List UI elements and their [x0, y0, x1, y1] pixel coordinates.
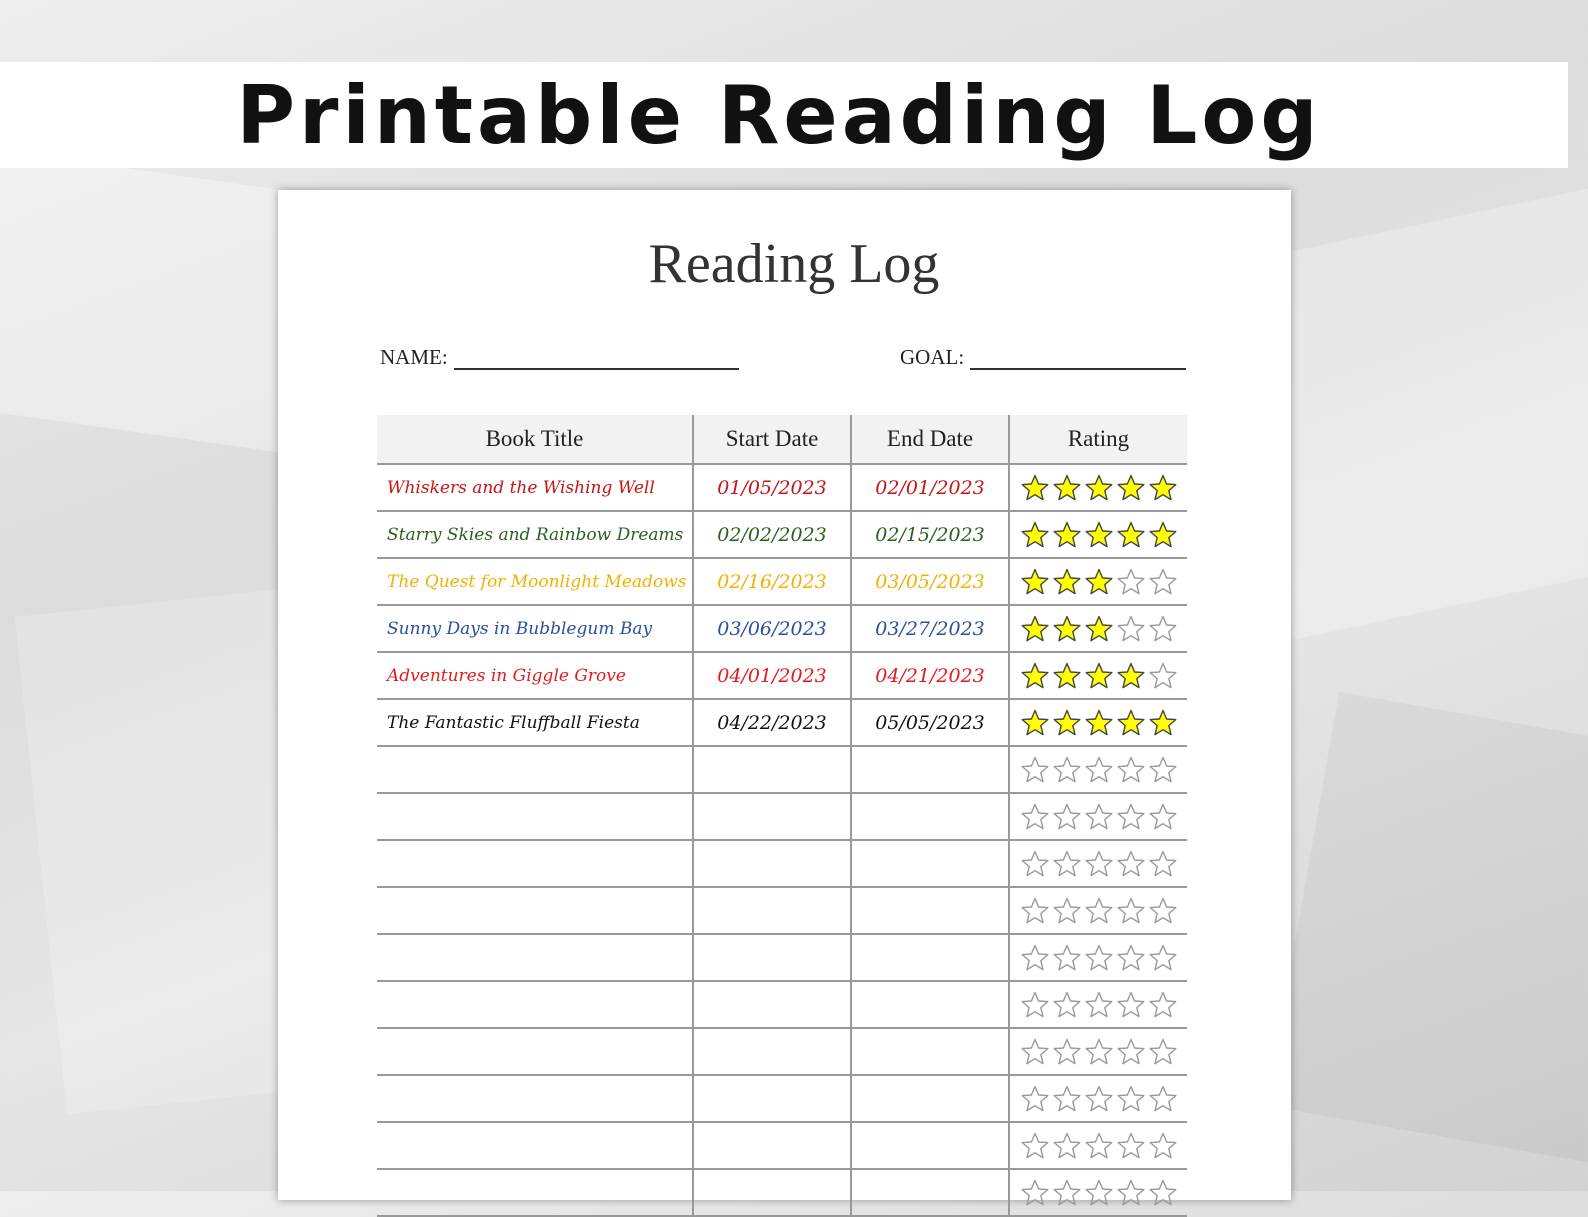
start-date-cell[interactable] [693, 793, 851, 840]
empty-star-icon[interactable] [1148, 802, 1178, 832]
empty-star-icon[interactable] [1052, 896, 1082, 926]
filled-star-icon[interactable] [1116, 520, 1146, 550]
start-date-cell[interactable] [693, 934, 851, 981]
rating-cell[interactable] [1009, 652, 1187, 699]
name-field[interactable] [380, 345, 739, 370]
empty-star-icon[interactable] [1148, 896, 1178, 926]
rating-cell[interactable] [1009, 1075, 1187, 1122]
filled-star-icon[interactable] [1052, 614, 1082, 644]
filled-star-icon[interactable] [1084, 520, 1114, 550]
rating-cell[interactable] [1009, 511, 1187, 558]
table-row [377, 1028, 1187, 1075]
end-date-cell[interactable] [851, 746, 1009, 793]
empty-star-icon[interactable] [1052, 1178, 1082, 1208]
empty-star-icon[interactable] [1084, 896, 1114, 926]
empty-star-icon[interactable] [1148, 849, 1178, 879]
goal-blank-line[interactable] [970, 346, 1186, 370]
table-row [377, 1169, 1187, 1216]
empty-star-icon[interactable] [1148, 943, 1178, 973]
empty-star-icon[interactable] [1020, 755, 1050, 785]
empty-star-icon[interactable] [1116, 1037, 1146, 1067]
empty-star-icon[interactable] [1084, 1131, 1114, 1161]
empty-star-icon[interactable] [1148, 1131, 1178, 1161]
empty-star-icon[interactable] [1148, 755, 1178, 785]
header-book-title: Book Title [377, 415, 693, 464]
empty-star-icon[interactable] [1116, 943, 1146, 973]
filled-star-icon[interactable] [1116, 661, 1146, 691]
empty-star-icon[interactable] [1020, 1037, 1050, 1067]
start-date-cell[interactable]: 02/02/2023 [693, 511, 851, 558]
book-title-cell[interactable] [377, 840, 693, 887]
goal-label: GOAL: [900, 345, 965, 369]
sheet-title: Reading Log [648, 233, 940, 295]
book-title-cell[interactable]: The Fantastic Fluffball Fiesta [377, 699, 693, 746]
book-title-cell[interactable] [377, 1075, 693, 1122]
end-date-cell[interactable] [851, 1075, 1009, 1122]
empty-star-icon[interactable] [1116, 755, 1146, 785]
empty-star-icon[interactable] [1052, 1131, 1082, 1161]
rating-cell[interactable] [1009, 699, 1187, 746]
rating-cell[interactable] [1009, 934, 1187, 981]
name-blank-line[interactable] [454, 346, 739, 370]
book-title-cell[interactable] [377, 793, 693, 840]
end-date-cell[interactable] [851, 840, 1009, 887]
end-date-cell[interactable] [851, 1169, 1009, 1216]
end-date-cell[interactable] [851, 887, 1009, 934]
start-date-cell[interactable]: 01/05/2023 [693, 464, 851, 511]
rating-cell[interactable] [1009, 1122, 1187, 1169]
empty-star-icon[interactable] [1052, 990, 1082, 1020]
filled-star-icon[interactable] [1052, 661, 1082, 691]
end-date-cell[interactable] [851, 934, 1009, 981]
filled-star-icon[interactable] [1020, 567, 1050, 597]
table-row [377, 746, 1187, 793]
empty-star-icon[interactable] [1116, 1178, 1146, 1208]
rating-cell[interactable] [1009, 746, 1187, 793]
start-date-cell[interactable] [693, 887, 851, 934]
end-date-cell[interactable]: 05/05/2023 [851, 699, 1009, 746]
rating-cell[interactable] [1009, 464, 1187, 511]
empty-star-icon[interactable] [1148, 661, 1178, 691]
table-body [377, 464, 1187, 1216]
end-date-cell[interactable]: 02/01/2023 [851, 464, 1009, 511]
table-row [377, 1122, 1187, 1169]
filled-star-icon[interactable] [1148, 708, 1178, 738]
book-title-cell[interactable]: Whiskers and the Wishing Well [377, 464, 693, 511]
empty-star-icon[interactable] [1020, 802, 1050, 832]
empty-star-icon[interactable] [1084, 1037, 1114, 1067]
empty-star-icon[interactable] [1020, 1084, 1050, 1114]
empty-star-icon[interactable] [1052, 802, 1082, 832]
table-row [377, 558, 1187, 605]
book-title-cell[interactable]: The Quest for Moonlight Meadows [377, 558, 693, 605]
empty-star-icon[interactable] [1116, 896, 1146, 926]
table-row [377, 793, 1187, 840]
table-row [377, 934, 1187, 981]
end-date-cell[interactable]: 04/21/2023 [851, 652, 1009, 699]
table-row [377, 699, 1187, 746]
table-row [377, 511, 1187, 558]
table-row [377, 652, 1187, 699]
empty-star-icon[interactable] [1020, 896, 1050, 926]
rating-cell[interactable] [1009, 558, 1187, 605]
start-date-cell[interactable]: 03/06/2023 [693, 605, 851, 652]
filled-star-icon[interactable] [1148, 520, 1178, 550]
rating-cell[interactable] [1009, 793, 1187, 840]
rating-cell[interactable] [1009, 840, 1187, 887]
name-label: NAME: [380, 345, 448, 369]
book-title-cell[interactable] [377, 934, 693, 981]
end-date-cell[interactable] [851, 981, 1009, 1028]
title-banner [0, 62, 1568, 168]
empty-star-icon[interactable] [1116, 1084, 1146, 1114]
rating-cell[interactable] [1009, 1028, 1187, 1075]
empty-star-icon[interactable] [1052, 849, 1082, 879]
empty-star-icon[interactable] [1020, 849, 1050, 879]
empty-star-icon[interactable] [1116, 567, 1146, 597]
book-title-cell[interactable] [377, 1122, 693, 1169]
empty-star-icon[interactable] [1116, 614, 1146, 644]
rating-cell[interactable] [1009, 981, 1187, 1028]
empty-star-icon[interactable] [1020, 943, 1050, 973]
table-header-row [377, 415, 1187, 464]
filled-star-icon[interactable] [1020, 520, 1050, 550]
start-date-cell[interactable] [693, 1122, 851, 1169]
end-date-cell[interactable] [851, 1028, 1009, 1075]
empty-star-icon[interactable] [1148, 1178, 1178, 1208]
empty-star-icon[interactable] [1116, 802, 1146, 832]
filled-star-icon[interactable] [1084, 567, 1114, 597]
background-shape [1266, 692, 1588, 1168]
filled-star-icon[interactable] [1020, 473, 1050, 503]
end-date-cell[interactable] [851, 1122, 1009, 1169]
empty-star-icon[interactable] [1084, 802, 1114, 832]
book-title-cell[interactable] [377, 746, 693, 793]
empty-star-icon[interactable] [1084, 849, 1114, 879]
empty-star-icon[interactable] [1148, 614, 1178, 644]
book-title-cell[interactable]: Starry Skies and Rainbow Dreams [377, 511, 693, 558]
end-date-cell[interactable]: 03/05/2023 [851, 558, 1009, 605]
filled-star-icon[interactable] [1052, 473, 1082, 503]
empty-star-icon[interactable] [1148, 1084, 1178, 1114]
start-date-cell[interactable]: 04/01/2023 [693, 652, 851, 699]
book-title-cell[interactable]: Sunny Days in Bubblegum Bay [377, 605, 693, 652]
filled-star-icon[interactable] [1084, 661, 1114, 691]
filled-star-icon[interactable] [1020, 661, 1050, 691]
empty-star-icon[interactable] [1052, 943, 1082, 973]
empty-star-icon[interactable] [1148, 567, 1178, 597]
filled-star-icon[interactable] [1084, 473, 1114, 503]
filled-star-icon[interactable] [1084, 708, 1114, 738]
filled-star-icon[interactable] [1052, 567, 1082, 597]
header-rating: Rating [1009, 415, 1187, 464]
end-date-cell[interactable]: 02/15/2023 [851, 511, 1009, 558]
start-date-cell[interactable] [693, 1169, 851, 1216]
table-row [377, 981, 1187, 1028]
banner-title: Printable Reading Log [236, 68, 1322, 162]
table-row [377, 605, 1187, 652]
empty-star-icon[interactable] [1084, 1178, 1114, 1208]
book-title-cell[interactable]: Adventures in Giggle Grove [377, 652, 693, 699]
filled-star-icon[interactable] [1116, 473, 1146, 503]
empty-star-icon[interactable] [1116, 849, 1146, 879]
end-date-cell[interactable]: 03/27/2023 [851, 605, 1009, 652]
start-date-cell[interactable] [693, 1075, 851, 1122]
empty-star-icon[interactable] [1116, 990, 1146, 1020]
empty-star-icon[interactable] [1052, 755, 1082, 785]
book-title-cell[interactable] [377, 981, 693, 1028]
book-title-cell[interactable] [377, 887, 693, 934]
empty-star-icon[interactable] [1148, 1037, 1178, 1067]
start-date-cell[interactable] [693, 746, 851, 793]
empty-star-icon[interactable] [1084, 755, 1114, 785]
empty-star-icon[interactable] [1052, 1037, 1082, 1067]
reading-log-table [377, 415, 1187, 1217]
rating-cell[interactable] [1009, 1169, 1187, 1216]
start-date-cell[interactable] [693, 840, 851, 887]
empty-star-icon[interactable] [1084, 1084, 1114, 1114]
filled-star-icon[interactable] [1052, 708, 1082, 738]
empty-star-icon[interactable] [1020, 990, 1050, 1020]
header-end-date: End Date [851, 415, 1009, 464]
table-row [377, 464, 1187, 511]
empty-star-icon[interactable] [1020, 1131, 1050, 1161]
filled-star-icon[interactable] [1052, 520, 1082, 550]
book-title-cell[interactable] [377, 1169, 693, 1216]
filled-star-icon[interactable] [1020, 614, 1050, 644]
start-date-cell[interactable] [693, 981, 851, 1028]
filled-star-icon[interactable] [1116, 708, 1146, 738]
start-date-cell[interactable] [693, 1028, 851, 1075]
rating-cell[interactable] [1009, 887, 1187, 934]
start-date-cell[interactable]: 02/16/2023 [693, 558, 851, 605]
empty-star-icon[interactable] [1116, 1131, 1146, 1161]
empty-star-icon[interactable] [1052, 1084, 1082, 1114]
empty-star-icon[interactable] [1084, 990, 1114, 1020]
empty-star-icon[interactable] [1020, 1178, 1050, 1208]
book-title-cell[interactable] [377, 1028, 693, 1075]
filled-star-icon[interactable] [1084, 614, 1114, 644]
rating-cell[interactable] [1009, 605, 1187, 652]
empty-star-icon[interactable] [1084, 943, 1114, 973]
end-date-cell[interactable] [851, 793, 1009, 840]
empty-star-icon[interactable] [1148, 990, 1178, 1020]
filled-star-icon[interactable] [1148, 473, 1178, 503]
table-row [377, 887, 1187, 934]
filled-star-icon[interactable] [1020, 708, 1050, 738]
header-start-date: Start Date [693, 415, 851, 464]
start-date-cell[interactable]: 04/22/2023 [693, 699, 851, 746]
table-row [377, 1075, 1187, 1122]
goal-field[interactable] [900, 345, 1186, 370]
table-row [377, 840, 1187, 887]
